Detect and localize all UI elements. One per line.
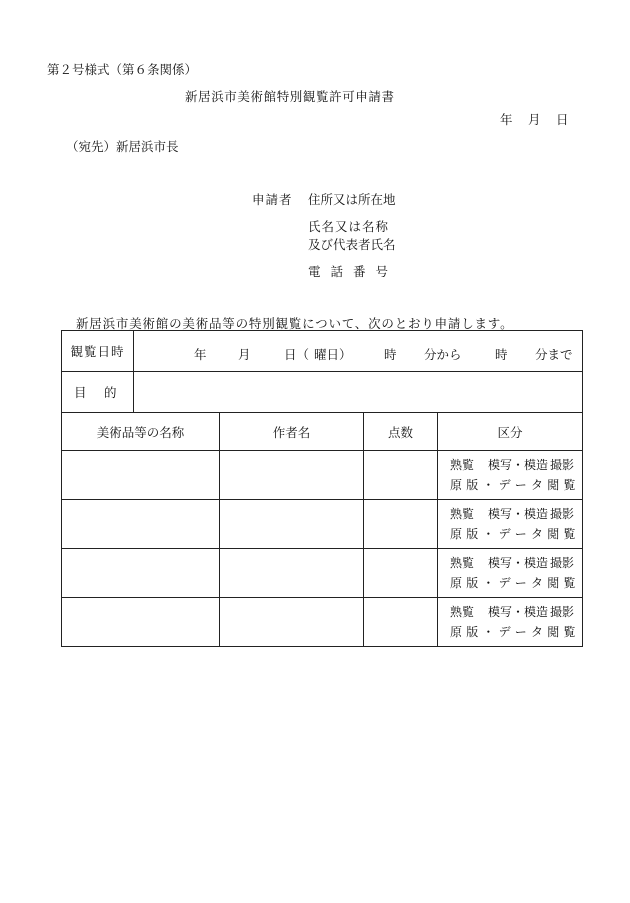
date-day: 日: [556, 112, 569, 127]
category-option-inspection[interactable]: 熟覧: [450, 458, 475, 472]
category-option-inspection[interactable]: 熟覧: [450, 556, 475, 570]
artwork-name-cell[interactable]: [62, 598, 220, 647]
dt-month: 月: [238, 347, 251, 362]
category-option-inspection[interactable]: 熟覧: [450, 507, 475, 521]
artwork-name-cell[interactable]: [62, 549, 220, 598]
date-month: 月: [528, 112, 541, 127]
category-option-photo[interactable]: 撮影: [550, 458, 575, 472]
category-option-photo[interactable]: 撮影: [550, 507, 575, 521]
artist-cell[interactable]: [220, 500, 364, 549]
intro-text: 新居浜市美術館の美術品等の特別観覧について、次のとおり申請します。: [76, 316, 514, 331]
category-option-photo[interactable]: 撮影: [550, 556, 575, 570]
dt-minute-from: 分から: [424, 347, 462, 362]
dt-year: 年: [194, 347, 207, 362]
datetime-label: 観覧日時: [62, 331, 134, 372]
table-row: [62, 549, 583, 598]
category-option-photo[interactable]: 撮影: [550, 605, 575, 619]
addressee: （宛先）新居浜市長: [66, 139, 179, 154]
category-cell[interactable]: [438, 598, 583, 647]
purpose-label-b: 的: [104, 385, 117, 400]
category-option-copy[interactable]: 模写・模造: [488, 556, 549, 570]
form-number: 第２号様式（第６条関係）: [47, 62, 198, 77]
date-line: [500, 110, 569, 128]
dt-hour-from: 時: [384, 347, 397, 362]
category-cell[interactable]: [438, 451, 583, 500]
artist-cell[interactable]: [220, 549, 364, 598]
category-option-original[interactable]: 原版・データ閲覧: [450, 527, 580, 541]
category-option-copy[interactable]: 模写・模造: [488, 507, 549, 521]
category-option-inspection[interactable]: 熟覧: [450, 605, 475, 619]
table-row: [62, 598, 583, 647]
dt-minute-to: 分まで: [535, 347, 573, 362]
dt-hour-to: 時: [495, 347, 508, 362]
representative-field-label: 及び代表者氏名: [308, 237, 396, 252]
table-row: [62, 451, 583, 500]
header-category: 区分: [438, 413, 583, 451]
count-cell[interactable]: [364, 549, 438, 598]
dt-weekday: 曜日）: [314, 347, 352, 362]
application-table: [61, 330, 583, 647]
artwork-name-cell[interactable]: [62, 500, 220, 549]
count-cell[interactable]: [364, 598, 438, 647]
datetime-field[interactable]: [134, 331, 583, 372]
count-cell[interactable]: [364, 451, 438, 500]
artwork-name-cell[interactable]: [62, 451, 220, 500]
category-option-original[interactable]: 原版・データ閲覧: [450, 576, 580, 590]
category-option-original[interactable]: 原版・データ閲覧: [450, 478, 580, 492]
name-field-label: 氏名又は名称: [308, 219, 390, 234]
count-cell[interactable]: [364, 500, 438, 549]
purpose-label: [62, 372, 134, 413]
header-artist: 作者名: [220, 413, 364, 451]
category-cell[interactable]: [438, 500, 583, 549]
applicant-label: 申請者: [252, 192, 293, 207]
datetime-row: [62, 331, 583, 372]
category-cell[interactable]: [438, 549, 583, 598]
date-year: 年: [500, 112, 513, 127]
artist-cell[interactable]: [220, 451, 364, 500]
items-header-row: [62, 413, 583, 451]
category-option-copy[interactable]: 模写・模造: [488, 605, 549, 619]
artist-cell[interactable]: [220, 598, 364, 647]
purpose-label-a: 目: [74, 385, 87, 400]
address-field-label: 住所又は所在地: [308, 192, 396, 207]
category-option-original[interactable]: 原版・データ閲覧: [450, 625, 580, 639]
header-count: 点数: [364, 413, 438, 451]
document-title: 新居浜市美術館特別観覧許可申請書: [185, 89, 395, 104]
purpose-field[interactable]: [134, 372, 583, 413]
header-artwork-name: 美術品等の名称: [62, 413, 220, 451]
category-option-copy[interactable]: 模写・模造: [488, 458, 549, 472]
table-row: [62, 500, 583, 549]
phone-field-label: 電話番号: [308, 264, 399, 279]
purpose-row: [62, 372, 583, 413]
dt-day: 日（: [284, 347, 310, 362]
